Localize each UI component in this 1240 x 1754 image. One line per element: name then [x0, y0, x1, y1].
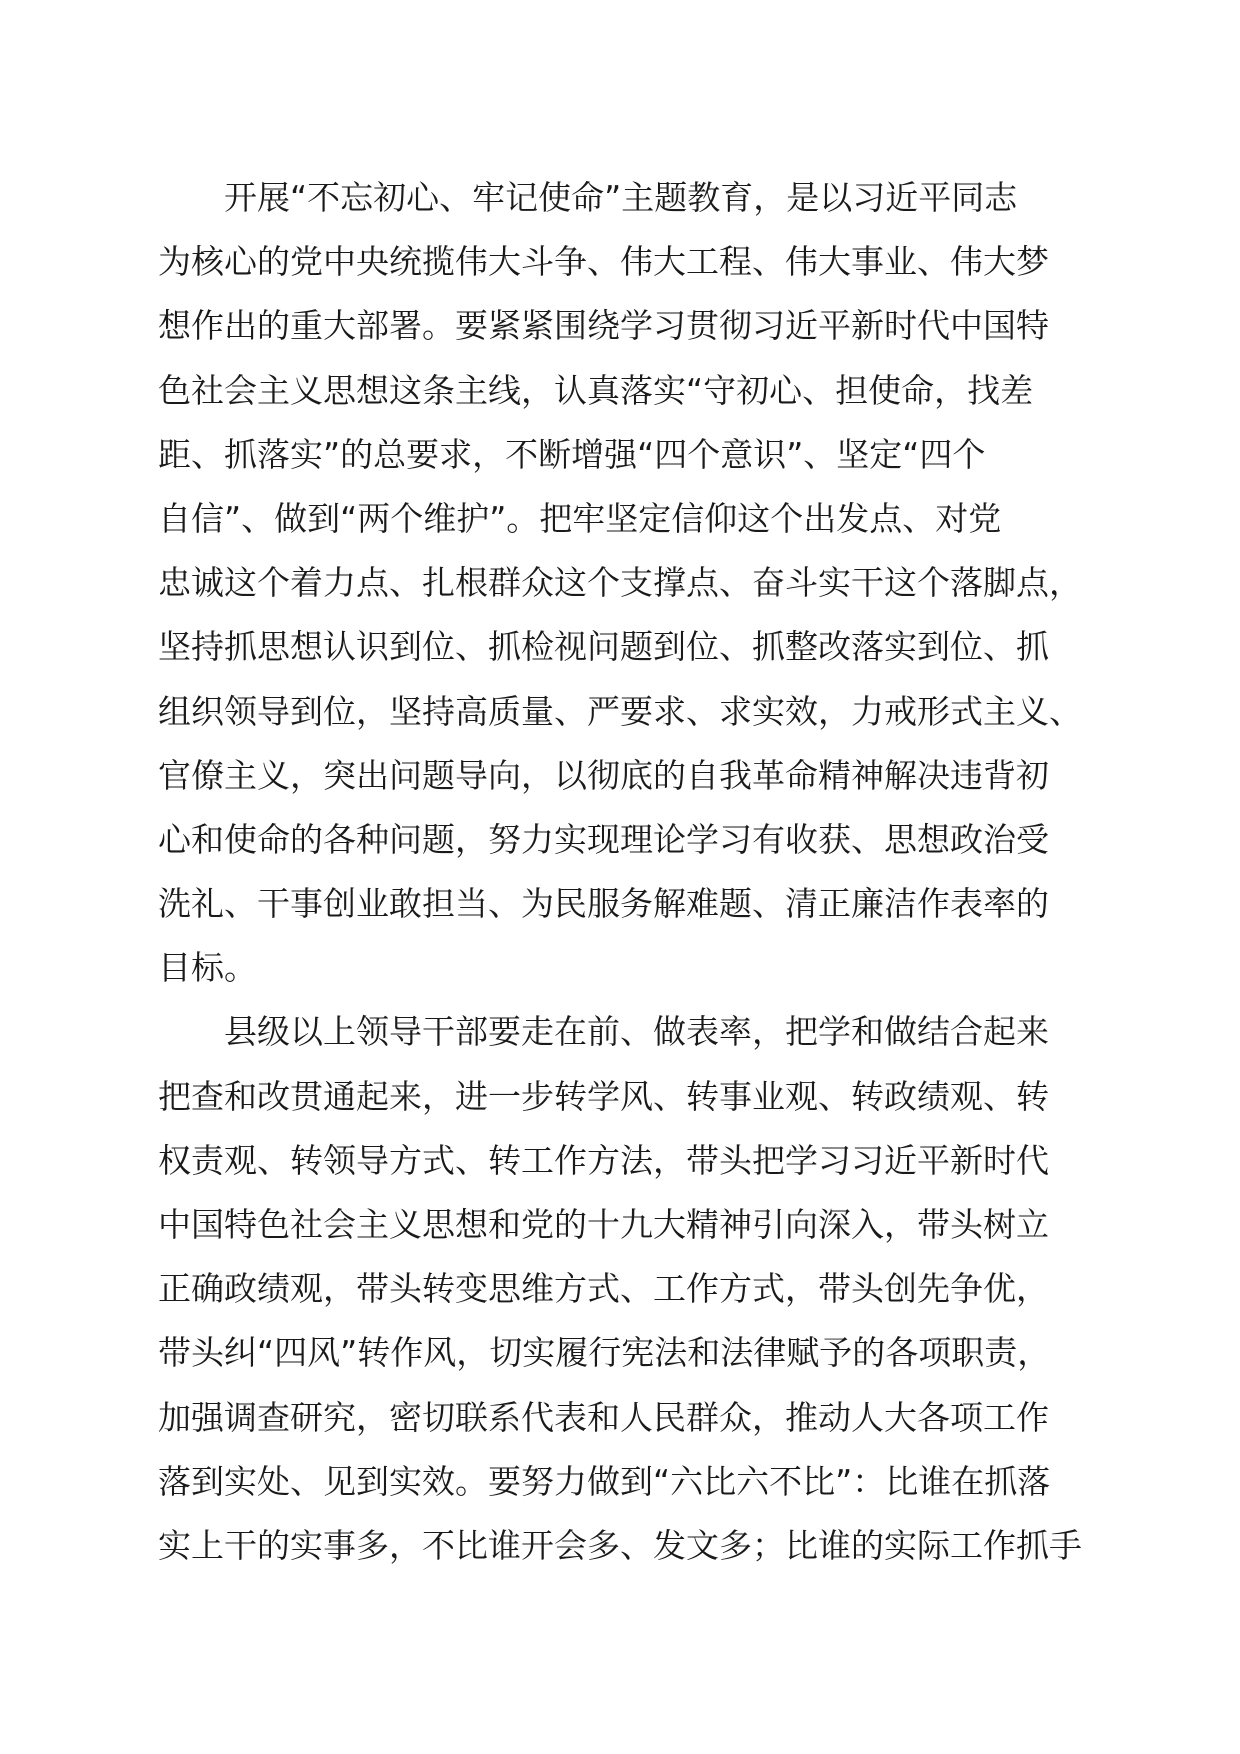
text-line: 洗礼、干事创业敢担当、为民服务解难题、清正廉洁作表率的 — [158, 884, 1049, 924]
text-line: 加强调查研究，密切联系代表和人民群众，推动人大各项工作 — [158, 1397, 1049, 1437]
text-line: 带头纠“四风”转作风，切实履行宪法和法律赋予的各项职责， — [158, 1333, 1051, 1373]
text-line: 距、抓落实”的总要求，不断增强“四个意识”、坚定“四个 — [158, 434, 986, 474]
text-line: 落到实处、见到实效。要努力做到“六比六不比”：比谁在抓落 — [158, 1461, 1051, 1501]
text-line: 开展“不忘初心、牢记使命”主题教育，是以习近平同志 — [224, 178, 1018, 217]
text-line: 坚持抓思想认识到位、抓检视问题到位、抓整改落实到位、抓 — [158, 627, 1049, 667]
text-line: 组织领导到位，坚持高质量、严要求、求实效，力戒形式主义、 — [158, 691, 1082, 731]
document-body — [158, 166, 1118, 1578]
text-line: 正确政绩观，带头转变思维方式、工作方式，带头创先争优， — [158, 1269, 1049, 1309]
text-line: 自信”、做到“两个维护”。把牢坚定信仰这个出发点、对党 — [158, 498, 1002, 538]
text-line: 忠诚这个着力点、扎根群众这个支撑点、奋斗实干这个落脚点， — [158, 563, 1082, 603]
text-line: 官僚主义，突出问题导向，以彻底的自我革命精神解决违背初 — [158, 755, 1049, 795]
text-line: 中国特色社会主义思想和党的十九大精神引向深入，带头树立 — [158, 1205, 1049, 1244]
text-line: 实上干的实事多，不比谁开会多、发文多；比谁的实际工作抓手 — [158, 1525, 1082, 1565]
text-line: 为核心的党中央统揽伟大斗争、伟大工程、伟大事业、伟大梦 — [158, 242, 1049, 282]
text-line: 目标。 — [158, 948, 257, 988]
text-line: 想作出的重大部署。要紧紧围绕学习贯彻习近平新时代中国特 — [158, 306, 1049, 346]
text-line: 县级以上领导干部要走在前、做表率，把学和做结合起来 — [224, 1012, 1049, 1052]
paragraph-2 — [158, 1000, 1118, 1578]
paragraph-1 — [158, 166, 1118, 1000]
text-line: 色社会主义思想这条主线，认真落实“守初心、担使命，找差 — [158, 370, 1034, 410]
text-line: 把查和改贯通起来，进一步转学风、转事业观、转政绩观、转 — [158, 1076, 1049, 1116]
text-line: 心和使命的各种问题，努力实现理论学习有收获、思想政治受 — [158, 819, 1049, 859]
text-line: 权责观、转领导方式、转工作方法，带头把学习习近平新时代 — [158, 1140, 1049, 1180]
